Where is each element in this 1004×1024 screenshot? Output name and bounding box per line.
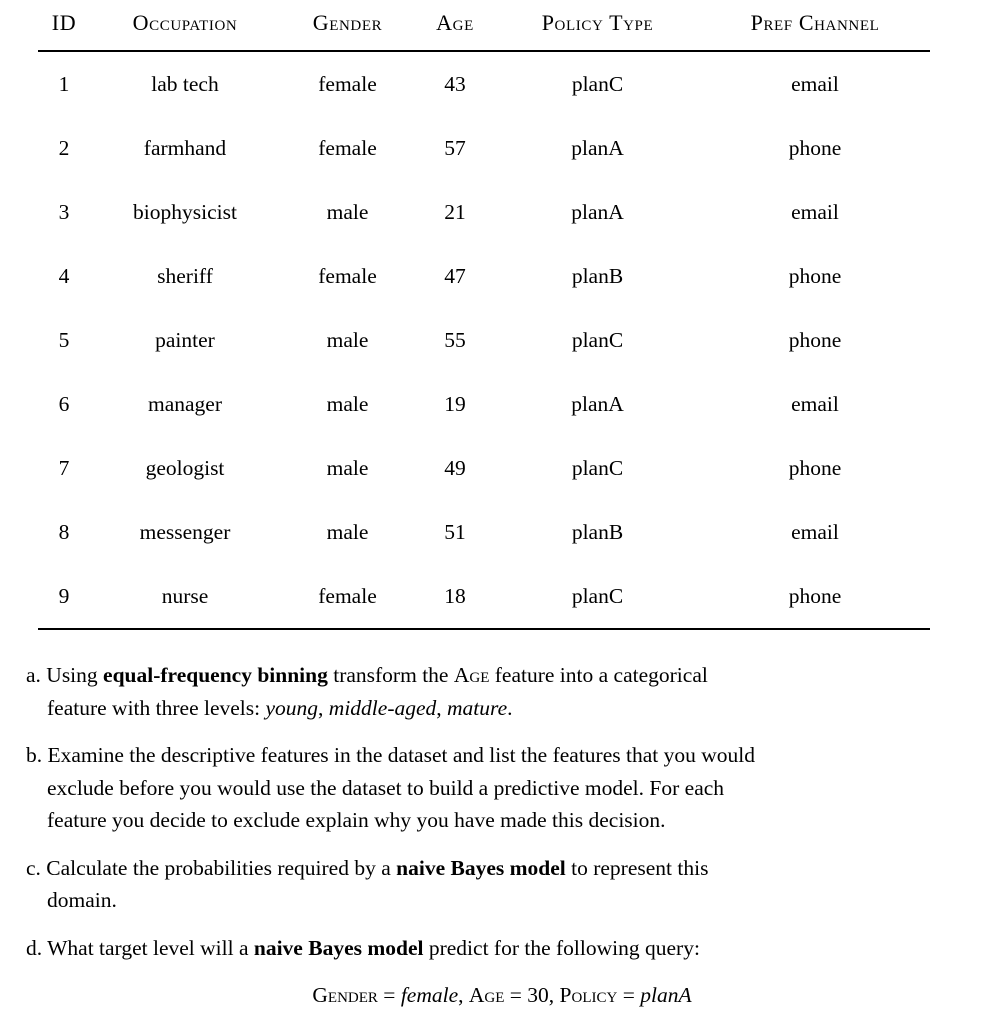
table-cell: painter — [155, 327, 215, 352]
column-header: ID — [38, 6, 90, 51]
text-segment: female — [400, 983, 459, 1007]
dataset-table — [38, 6, 930, 630]
table-cell: biophysicist — [133, 199, 237, 224]
text-segment: Gender — [312, 983, 378, 1007]
text-segment: naive Bayes model — [253, 935, 424, 960]
table-cell: 6 — [58, 391, 70, 416]
table-cell: 4 — [58, 263, 70, 288]
text-segment: naive Bayes model — [396, 855, 566, 880]
table-cell: planA — [571, 199, 624, 224]
text-segment: mature — [447, 695, 508, 720]
text-segment: c. Calculate the probabilities required by a — [26, 855, 397, 880]
table-row — [38, 564, 930, 629]
text-segment: , — [458, 983, 469, 1007]
table-cell: male — [326, 391, 369, 416]
table-cell: phone — [788, 135, 842, 160]
text-segment: d. What target level will a — [26, 935, 254, 960]
column-header: Age — [415, 6, 495, 51]
table-cell: manager — [147, 391, 222, 416]
text-segment: Policy — [559, 983, 618, 1007]
table-cell: phone — [788, 455, 842, 480]
text-segment: equal-frequency binning — [103, 663, 328, 687]
table-cell: 2 — [58, 135, 70, 160]
column-header: Occupation — [90, 6, 280, 51]
text-segment: feature you decide to exclude explain why you have made this decision. — [47, 808, 666, 832]
table-cell: male — [326, 519, 369, 544]
table-cell: farmhand — [143, 135, 227, 160]
table-row — [38, 244, 930, 308]
table-cell: male — [326, 455, 369, 480]
table-row — [38, 51, 930, 116]
column-header: Gender — [280, 6, 415, 51]
table-cell: 5 — [58, 327, 70, 352]
question-item-d — [26, 932, 982, 965]
table-cell: planC — [571, 71, 624, 96]
table-row — [38, 500, 930, 564]
table-cell: 43 — [444, 71, 466, 96]
table-cell: 8 — [58, 519, 70, 544]
table-cell: female — [318, 71, 377, 96]
table-cell: 9 — [58, 583, 70, 608]
table-cell: 55 — [444, 327, 466, 352]
question-list — [26, 659, 982, 964]
question-item-c — [26, 852, 982, 917]
column-header: Pref Channel — [700, 6, 930, 51]
text-segment: , — [318, 695, 329, 720]
table-cell: 47 — [444, 263, 466, 288]
text-segment: a. Using — [26, 663, 104, 687]
text-segment: young — [265, 695, 319, 720]
table-cell: geologist — [145, 455, 225, 480]
text-segment: middle-aged — [328, 695, 437, 720]
text-segment: feature into a categorical — [489, 663, 708, 687]
table-row — [38, 372, 930, 436]
table-cell: 7 — [58, 455, 70, 480]
text-segment: Age — [453, 663, 490, 687]
table-cell: planB — [571, 263, 624, 288]
table-row — [38, 116, 930, 180]
table-cell: 57 — [444, 135, 466, 160]
table-body — [38, 51, 930, 629]
table-cell: planA — [571, 391, 624, 416]
table-cell: phone — [788, 583, 842, 608]
text-segment: = 30, — [504, 983, 560, 1007]
table-cell: male — [326, 199, 369, 224]
table-cell: planB — [571, 519, 624, 544]
text-segment: exclude before you would use the dataset to build a predictive model. For each — [47, 775, 725, 800]
table-cell: email — [791, 71, 839, 96]
table-cell: phone — [788, 327, 842, 352]
text-segment: predict for the following query: — [423, 935, 700, 960]
text-segment: to represent this — [565, 855, 709, 880]
document-page — [0, 6, 1004, 1024]
table-cell: phone — [788, 263, 842, 288]
column-header: Policy Type — [495, 6, 700, 51]
table-cell: female — [318, 583, 377, 608]
table-cell: female — [318, 263, 377, 288]
table-cell: planC — [571, 327, 624, 352]
table-cell: lab tech — [151, 71, 219, 96]
table-cell: planC — [571, 455, 624, 480]
text-segment: b. Examine the descriptive features in the dataset and list the features that you would — [26, 743, 755, 767]
table-cell: email — [791, 199, 839, 224]
table-cell: 21 — [444, 199, 466, 224]
text-segment: transform the — [327, 663, 454, 687]
text-segment: domain. — [47, 888, 117, 912]
table-cell: email — [791, 391, 839, 416]
table-cell: planC — [571, 583, 624, 608]
table-row — [38, 180, 930, 244]
table-cell: sheriff — [157, 263, 213, 288]
table-cell: messenger — [139, 519, 231, 544]
table-cell: male — [326, 327, 369, 352]
table-header-row — [38, 6, 930, 51]
text-segment: planA — [640, 983, 692, 1007]
table-cell: 18 — [444, 583, 466, 608]
table-cell: 49 — [444, 455, 466, 480]
question-item-a — [26, 659, 982, 724]
table-cell: female — [318, 135, 377, 160]
table-row — [38, 436, 930, 500]
table-cell: 1 — [58, 71, 70, 96]
text-segment: = — [377, 983, 401, 1007]
table-cell: 51 — [444, 519, 466, 544]
text-segment: , — [436, 695, 448, 720]
text-segment: = — [617, 983, 641, 1007]
table-cell: planA — [571, 135, 624, 160]
table-cell: 3 — [58, 199, 70, 224]
table-cell: email — [791, 519, 839, 544]
table-cell: nurse — [161, 583, 209, 608]
table-cell: 19 — [444, 391, 466, 416]
query-line — [0, 980, 1004, 1010]
question-item-b — [26, 739, 982, 837]
text-segment: Age — [468, 983, 505, 1007]
table-row — [38, 308, 930, 372]
text-segment: . — [507, 695, 513, 720]
text-segment: feature with three levels: — [47, 695, 266, 720]
